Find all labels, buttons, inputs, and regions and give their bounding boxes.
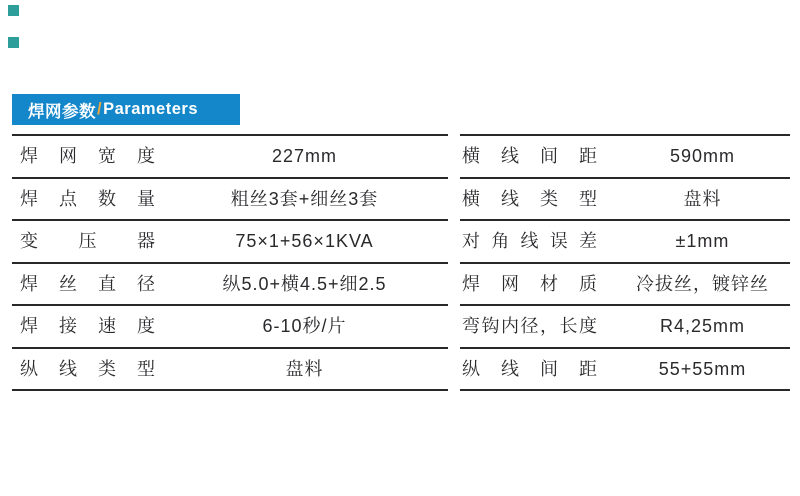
row-value: 盘料 <box>285 358 324 379</box>
table-row <box>460 264 790 307</box>
row-label: 焊 网 材 质 <box>462 273 597 294</box>
row-label: 变 压 器 <box>20 231 155 252</box>
row-value: R4,25mm <box>659 316 746 337</box>
row-label: 纵 线 间 距 <box>462 358 597 379</box>
spec-table-left <box>12 134 448 391</box>
table-row <box>12 136 448 179</box>
row-label: 纵 线 类 型 <box>20 358 155 379</box>
section-header <box>12 94 240 125</box>
table-row <box>460 349 790 392</box>
row-label: 对 角 线 误 差 <box>462 231 597 252</box>
row-label: 横 线 类 型 <box>462 188 597 209</box>
row-value: 590mm <box>669 146 736 167</box>
table-row <box>460 221 790 264</box>
row-label: 弯 钩 内 径 ， 长 度 <box>462 316 597 337</box>
table-row <box>12 264 448 307</box>
table-row <box>12 306 448 349</box>
row-value: 纵5.0+横4.5+细2.5 <box>222 273 387 294</box>
decor-teal-square-bottom <box>8 37 19 48</box>
row-label: 焊 点 数 量 <box>20 188 155 209</box>
row-value: 粗丝3套+细丝3套 <box>230 188 379 209</box>
row-value: 55+55mm <box>658 358 747 379</box>
row-value: 6-10秒/片 <box>262 316 347 337</box>
row-value: ±1mm <box>675 231 730 252</box>
section-title-separator: / <box>97 100 103 118</box>
section-title-zh: 焊网参数 <box>28 102 96 121</box>
table-row <box>12 179 448 222</box>
table-row <box>460 306 790 349</box>
row-value: 75×1+56×1KVA <box>235 231 374 252</box>
row-value: 冷拔丝，镀锌丝 <box>636 273 769 294</box>
row-value: 盘料 <box>683 188 722 209</box>
decor-teal-square-top <box>8 5 19 16</box>
table-row <box>12 221 448 264</box>
row-label: 横 线 间 距 <box>462 146 597 167</box>
table-row <box>12 349 448 392</box>
section-title-en: Parameters <box>103 100 198 118</box>
row-label: 焊 丝 直 径 <box>20 273 155 294</box>
row-label: 焊 网 宽 度 <box>20 146 155 167</box>
table-row <box>460 179 790 222</box>
row-label: 焊 接 速 度 <box>20 316 155 337</box>
row-value: 227mm <box>271 146 338 167</box>
table-row <box>460 136 790 179</box>
spec-table-right <box>460 134 790 391</box>
